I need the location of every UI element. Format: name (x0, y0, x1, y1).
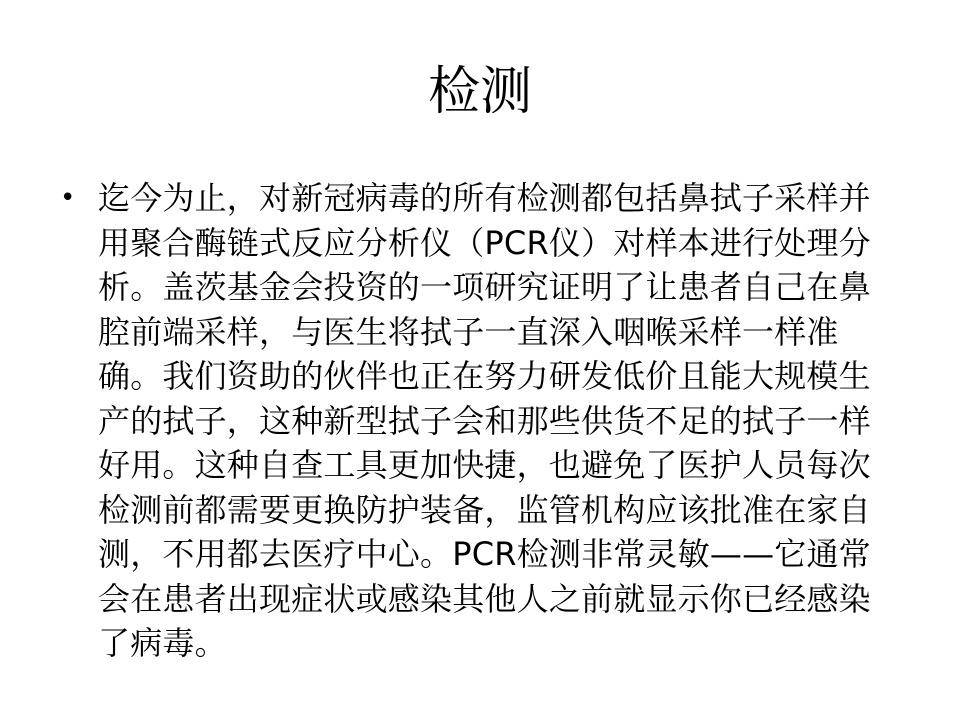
bullet-list (54, 176, 884, 666)
bullet-text: 迄今为止，对新冠病毒的所有检测都包括鼻拭子采样并用聚合酶链式反应分析仪（PCR仪）对样本进行处理分析。盖茨基金会投资的一项研究证明了让患者自己在鼻腔前端采样，与医生将拭子一直深入咽喉采样一样准确。我们资助的伙伴也正在努力研发低价且能大规模生产的拭子，这种新型拭子会和那些供货不足的拭子一样好用。这种自查工具更加快捷，也避免了医护人员每次检测前都需要更换防护装备，监管机构应该批准在家自测，不用都去医疗中心。PCR检测非常灵敏——它通常会在患者出现症状或感染其他人之前就显示你已经感染了病毒。 (98, 179, 871, 662)
bullet-item (54, 176, 884, 666)
bullet-marker: • (60, 183, 76, 213)
slide-title: 检测 (427, 62, 532, 122)
